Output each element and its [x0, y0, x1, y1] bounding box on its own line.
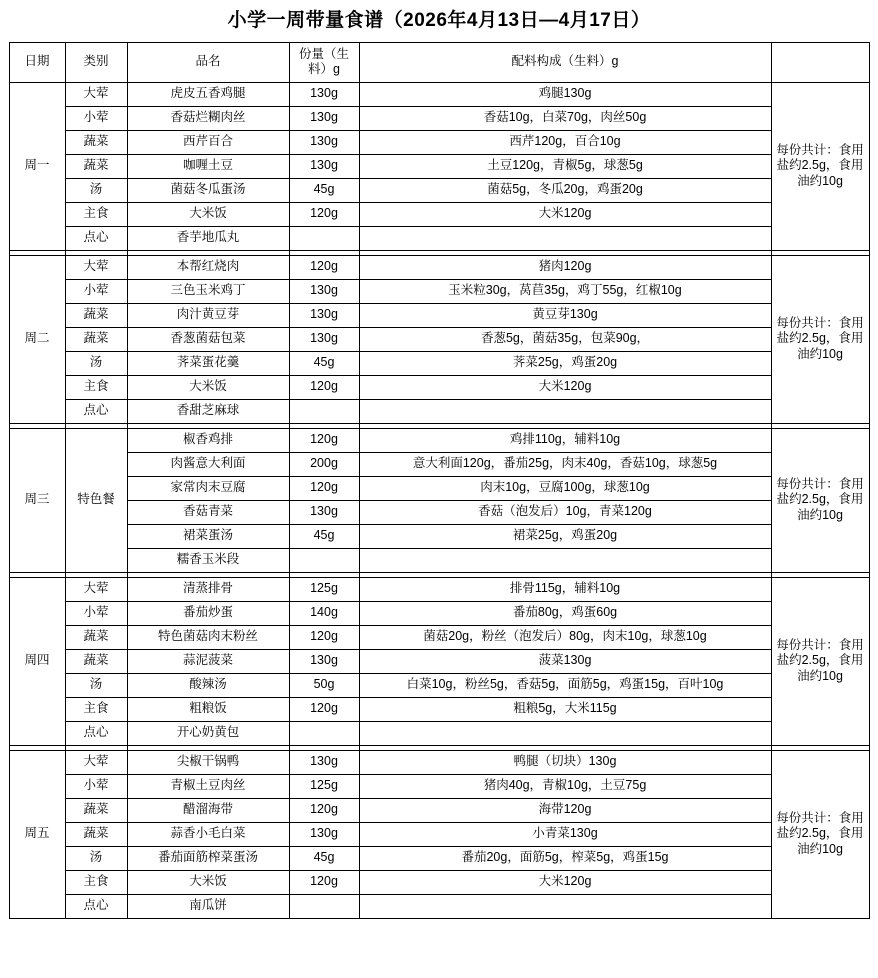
category-cell: 汤 — [65, 673, 127, 697]
ingredients-cell: 海带120g — [359, 798, 771, 822]
dish-name-cell: 蒜香小毛白菜 — [127, 822, 289, 846]
day-label: 周四 — [9, 577, 65, 745]
ingredients-cell: 猪肉120g — [359, 255, 771, 279]
table-row — [9, 846, 869, 870]
table-row — [9, 476, 869, 500]
table-row — [9, 375, 869, 399]
category-cell: 汤 — [65, 846, 127, 870]
portion-amount-cell: 140g — [289, 601, 359, 625]
category-cell: 主食 — [65, 202, 127, 226]
dish-name-cell: 椒香鸡排 — [127, 428, 289, 452]
table-row — [9, 178, 869, 202]
column-header-amount: 份量（生料）g — [289, 42, 359, 82]
table-row — [9, 548, 869, 572]
dish-name-cell: 粗粮饭 — [127, 697, 289, 721]
dish-name-cell: 肉汁黄豆芽 — [127, 303, 289, 327]
ingredients-cell — [359, 548, 771, 572]
ingredients-cell: 玉米粒30g，莴苣35g，鸡丁55g，红椒10g — [359, 279, 771, 303]
portion-amount-cell: 120g — [289, 476, 359, 500]
portion-amount-cell: 120g — [289, 697, 359, 721]
table-row — [9, 577, 869, 601]
portion-amount-cell: 125g — [289, 577, 359, 601]
category-cell: 小荤 — [65, 774, 127, 798]
ingredients-cell: 土豆120g，青椒5g，球葱5g — [359, 154, 771, 178]
dish-name-cell: 蒜泥菠菜 — [127, 649, 289, 673]
category-cell: 蔬菜 — [65, 327, 127, 351]
dish-name-cell: 开心奶黄包 — [127, 721, 289, 745]
dish-name-cell: 大米饭 — [127, 375, 289, 399]
category-cell: 小荤 — [65, 279, 127, 303]
category-cell: 主食 — [65, 375, 127, 399]
category-cell: 点心 — [65, 226, 127, 250]
dish-name-cell: 香葱菌菇包菜 — [127, 327, 289, 351]
ingredients-cell: 鸭腿（切块）130g — [359, 750, 771, 774]
category-cell: 点心 — [65, 721, 127, 745]
ingredients-cell: 荠菜25g，鸡蛋20g — [359, 351, 771, 375]
dish-name-cell: 香菇青菜 — [127, 500, 289, 524]
dish-name-cell: 糯香玉米段 — [127, 548, 289, 572]
column-header-date: 日期 — [9, 42, 65, 82]
category-cell: 蔬菜 — [65, 154, 127, 178]
portion-amount-cell — [289, 894, 359, 918]
ingredients-cell: 意大利面120g，番茄25g，肉末40g，香菇10g，球葱5g — [359, 452, 771, 476]
dish-name-cell: 咖喱土豆 — [127, 154, 289, 178]
portion-amount-cell — [289, 226, 359, 250]
portion-amount-cell: 120g — [289, 375, 359, 399]
table-row — [9, 500, 869, 524]
page-title: 小学一周带量食谱（2026年4月13日—4月17日） — [227, 10, 651, 31]
dish-name-cell: 醋溜海带 — [127, 798, 289, 822]
day-label: 周五 — [9, 750, 65, 918]
dish-name-cell: 香甜芝麻球 — [127, 399, 289, 423]
dish-name-cell: 酸辣汤 — [127, 673, 289, 697]
table-row — [9, 721, 869, 745]
day-label: 周二 — [9, 255, 65, 423]
ingredients-cell — [359, 399, 771, 423]
dish-name-cell: 裙菜蛋汤 — [127, 524, 289, 548]
table-row — [9, 303, 869, 327]
portion-amount-cell: 130g — [289, 303, 359, 327]
table-row — [9, 625, 869, 649]
column-header-category: 类别 — [65, 42, 127, 82]
portion-amount-cell: 120g — [289, 255, 359, 279]
portion-amount-cell: 130g — [289, 130, 359, 154]
portion-amount-cell: 120g — [289, 870, 359, 894]
dish-name-cell: 大米饭 — [127, 870, 289, 894]
category-cell: 蔬菜 — [65, 130, 127, 154]
dish-name-cell: 番茄炒蛋 — [127, 601, 289, 625]
category-cell: 大荤 — [65, 577, 127, 601]
portion-amount-cell: 130g — [289, 106, 359, 130]
category-cell: 大荤 — [65, 750, 127, 774]
portion-amount-cell: 45g — [289, 524, 359, 548]
portion-amount-cell: 130g — [289, 82, 359, 106]
category-cell: 蔬菜 — [65, 649, 127, 673]
ingredients-cell: 排骨115g，辅料10g — [359, 577, 771, 601]
ingredients-cell: 番茄80g，鸡蛋60g — [359, 601, 771, 625]
ingredients-cell: 菌菇5g，冬瓜20g，鸡蛋20g — [359, 178, 771, 202]
ingredients-cell: 白菜10g，粉丝5g，香菇5g，面筋5g，鸡蛋15g，百叶10g — [359, 673, 771, 697]
table-row — [9, 399, 869, 423]
category-cell: 点心 — [65, 894, 127, 918]
ingredients-cell: 西芹120g，百合10g — [359, 130, 771, 154]
category-cell: 蔬菜 — [65, 822, 127, 846]
category-cell: 大荤 — [65, 82, 127, 106]
portion-amount-cell: 130g — [289, 327, 359, 351]
portion-amount-cell — [289, 548, 359, 572]
category-cell: 特色餐 — [65, 428, 127, 572]
day-label: 周三 — [9, 428, 65, 572]
ingredients-cell: 香葱5g，菌菇35g，包菜90g， — [359, 327, 771, 351]
ingredients-cell: 裙菜25g，鸡蛋20g — [359, 524, 771, 548]
portion-amount-cell: 130g — [289, 500, 359, 524]
ingredients-cell: 大米120g — [359, 375, 771, 399]
portion-amount-cell: 120g — [289, 798, 359, 822]
table-row — [9, 870, 869, 894]
portion-amount-cell: 130g — [289, 154, 359, 178]
dish-name-cell: 南瓜饼 — [127, 894, 289, 918]
ingredients-cell: 粗粮5g，大米115g — [359, 697, 771, 721]
category-cell: 蔬菜 — [65, 303, 127, 327]
seasoning-note: 每份共计：食用盐约2.5g，食用油约10g — [771, 428, 869, 572]
table-row — [9, 130, 869, 154]
ingredients-cell: 菌菇20g，粉丝（泡发后）80g，肉末10g，球葱10g — [359, 625, 771, 649]
category-cell: 汤 — [65, 178, 127, 202]
portion-amount-cell — [289, 399, 359, 423]
ingredients-cell: 菠菜130g — [359, 649, 771, 673]
category-cell: 蔬菜 — [65, 798, 127, 822]
table-row — [9, 428, 869, 452]
seasoning-note: 每份共计：食用盐约2.5g，食用油约10g — [771, 577, 869, 745]
portion-amount-cell: 130g — [289, 649, 359, 673]
table-row — [9, 673, 869, 697]
category-cell: 点心 — [65, 399, 127, 423]
ingredients-cell: 大米120g — [359, 202, 771, 226]
dish-name-cell: 清蒸排骨 — [127, 577, 289, 601]
header-row — [9, 42, 869, 82]
table-row — [9, 106, 869, 130]
ingredients-cell: 小青菜130g — [359, 822, 771, 846]
portion-amount-cell: 200g — [289, 452, 359, 476]
ingredients-cell — [359, 894, 771, 918]
table-row — [9, 452, 869, 476]
day-label: 周一 — [9, 82, 65, 250]
portion-amount-cell — [289, 721, 359, 745]
table-body — [9, 82, 869, 918]
ingredients-cell: 鸡腿130g — [359, 82, 771, 106]
ingredients-cell — [359, 226, 771, 250]
seasoning-note: 每份共计：食用盐约2.5g，食用油约10g — [771, 255, 869, 423]
table-row — [9, 524, 869, 548]
table-row — [9, 154, 869, 178]
ingredients-cell — [359, 721, 771, 745]
portion-amount-cell: 130g — [289, 750, 359, 774]
category-cell: 大荤 — [65, 255, 127, 279]
ingredients-cell: 猪肉40g，青椒10g，土豆75g — [359, 774, 771, 798]
table-row — [9, 351, 869, 375]
table-row — [9, 649, 869, 673]
column-header-note — [771, 42, 869, 82]
ingredients-cell: 香菇（泡发后）10g，青菜120g — [359, 500, 771, 524]
dish-name-cell: 菌菇冬瓜蛋汤 — [127, 178, 289, 202]
category-cell: 蔬菜 — [65, 625, 127, 649]
table-row — [9, 327, 869, 351]
category-cell: 主食 — [65, 697, 127, 721]
dish-name-cell: 香芋地瓜丸 — [127, 226, 289, 250]
ingredients-cell: 大米120g — [359, 870, 771, 894]
dish-name-cell: 尖椒干锅鸭 — [127, 750, 289, 774]
table-row — [9, 226, 869, 250]
dish-name-cell: 大米饭 — [127, 202, 289, 226]
portion-amount-cell: 45g — [289, 351, 359, 375]
portion-amount-cell: 130g — [289, 279, 359, 303]
seasoning-note: 每份共计：食用盐约2.5g，食用油约10g — [771, 750, 869, 918]
dish-name-cell: 青椒土豆肉丝 — [127, 774, 289, 798]
ingredients-cell: 香菇10g，白菜70g，肉丝50g — [359, 106, 771, 130]
dish-name-cell: 荠菜蛋花羹 — [127, 351, 289, 375]
category-cell: 小荤 — [65, 601, 127, 625]
menu-table — [9, 42, 870, 919]
portion-amount-cell: 120g — [289, 625, 359, 649]
column-header-name: 品名 — [127, 42, 289, 82]
portion-amount-cell: 45g — [289, 178, 359, 202]
table-row — [9, 894, 869, 918]
dish-name-cell: 三色玉米鸡丁 — [127, 279, 289, 303]
dish-name-cell: 虎皮五香鸡腿 — [127, 82, 289, 106]
ingredients-cell: 肉末10g，豆腐100g，球葱10g — [359, 476, 771, 500]
table-row — [9, 798, 869, 822]
ingredients-cell: 番茄20g，面筋5g，榨菜5g，鸡蛋15g — [359, 846, 771, 870]
column-header-ingredients: 配料构成（生料）g — [359, 42, 771, 82]
table-row — [9, 279, 869, 303]
dish-name-cell: 肉酱意大利面 — [127, 452, 289, 476]
portion-amount-cell: 50g — [289, 673, 359, 697]
dish-name-cell: 家常肉末豆腐 — [127, 476, 289, 500]
portion-amount-cell: 120g — [289, 428, 359, 452]
dish-name-cell: 香菇烂糊肉丝 — [127, 106, 289, 130]
dish-name-cell: 西芹百合 — [127, 130, 289, 154]
category-cell: 小荤 — [65, 106, 127, 130]
portion-amount-cell: 120g — [289, 202, 359, 226]
table-row — [9, 822, 869, 846]
table-row — [9, 82, 869, 106]
table-header — [9, 42, 869, 82]
dish-name-cell: 特色菌菇肉末粉丝 — [127, 625, 289, 649]
dish-name-cell: 番茄面筋榨菜蛋汤 — [127, 846, 289, 870]
seasoning-note: 每份共计：食用盐约2.5g，食用油约10g — [771, 82, 869, 250]
table-row — [9, 697, 869, 721]
table-row — [9, 750, 869, 774]
ingredients-cell: 鸡排110g，辅料10g — [359, 428, 771, 452]
portion-amount-cell: 45g — [289, 846, 359, 870]
table-row — [9, 202, 869, 226]
category-cell: 汤 — [65, 351, 127, 375]
portion-amount-cell: 130g — [289, 822, 359, 846]
dish-name-cell: 本帮红烧肉 — [127, 255, 289, 279]
ingredients-cell: 黄豆芽130g — [359, 303, 771, 327]
category-cell: 主食 — [65, 870, 127, 894]
table-row — [9, 255, 869, 279]
table-row — [9, 601, 869, 625]
portion-amount-cell: 125g — [289, 774, 359, 798]
table-row — [9, 774, 869, 798]
